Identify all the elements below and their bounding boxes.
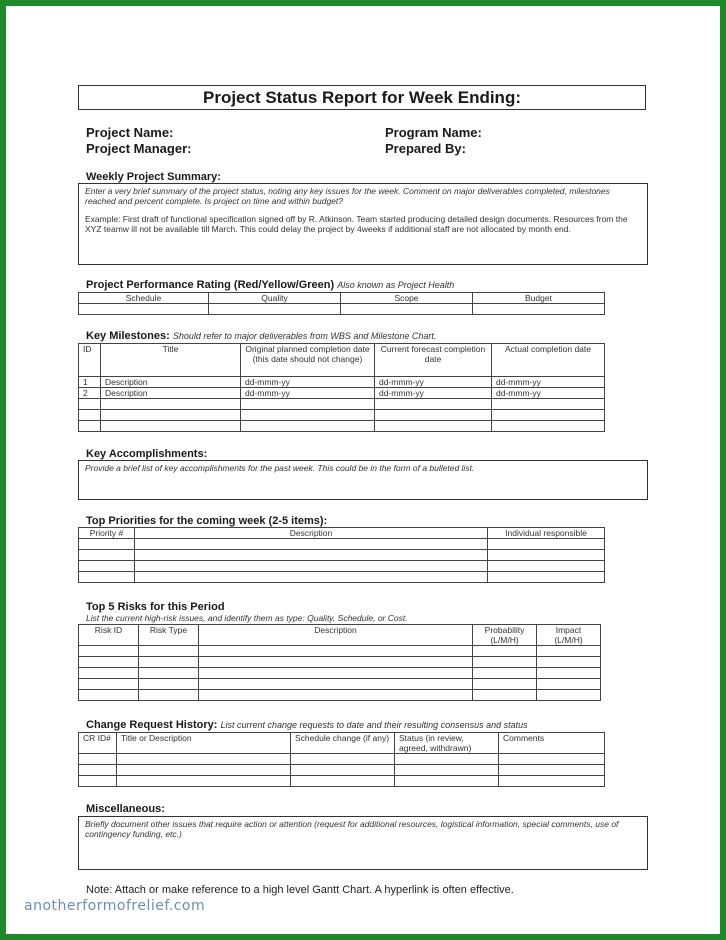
risk-cell[interactable] [473, 679, 537, 690]
priority-cell[interactable] [488, 561, 605, 572]
changes-header-cell: CR ID# [79, 733, 117, 754]
program-name-label: Program Name: [385, 125, 482, 140]
misc-box[interactable] [78, 816, 648, 870]
table-row [79, 421, 605, 432]
milestones-header-cell: Current forecast completion date [375, 344, 492, 377]
table-row [79, 679, 601, 690]
performance-header-row [79, 293, 605, 304]
performance-cell[interactable] [79, 304, 209, 315]
table-row [79, 572, 605, 583]
change-cell[interactable] [79, 754, 117, 765]
change-cell[interactable] [395, 754, 499, 765]
change-cell[interactable] [499, 776, 605, 787]
performance-heading [86, 279, 454, 291]
risk-cell[interactable] [139, 668, 199, 679]
performance-cell[interactable] [209, 304, 341, 315]
change-cell[interactable] [79, 776, 117, 787]
changes-header-cell: Title or Description [117, 733, 291, 754]
priority-cell[interactable] [79, 561, 135, 572]
changes-note: List current change requests to date and their resulting consensus and status [220, 720, 528, 730]
table-row [79, 668, 601, 679]
milestone-cell[interactable] [79, 399, 101, 410]
risks-header-cell: Impact (L/M/H) [537, 625, 601, 646]
risk-cell[interactable] [139, 646, 199, 657]
summary-box [78, 183, 648, 265]
milestone-cell[interactable]: dd-mmm-yy [492, 388, 605, 399]
milestone-cell[interactable] [79, 410, 101, 421]
priority-cell[interactable] [488, 572, 605, 583]
risk-cell[interactable] [473, 690, 537, 701]
change-cell[interactable] [117, 754, 291, 765]
table-row [79, 754, 605, 765]
table-row [79, 550, 605, 561]
risks-table [78, 624, 601, 701]
risk-cell[interactable] [199, 668, 473, 679]
milestone-cell[interactable] [492, 421, 605, 432]
milestones-header-cell: ID [79, 344, 101, 377]
milestone-cell[interactable] [101, 421, 241, 432]
change-cell[interactable] [499, 765, 605, 776]
risks-header-cell: Risk ID [79, 625, 139, 646]
accomplishments-heading: Key Accomplishments: [86, 448, 208, 460]
change-cell[interactable] [117, 776, 291, 787]
risk-cell[interactable] [537, 679, 601, 690]
milestone-cell[interactable] [101, 399, 241, 410]
priority-cell[interactable] [135, 561, 488, 572]
summary-heading: Weekly Project Summary: [86, 171, 221, 183]
milestone-cell[interactable] [492, 399, 605, 410]
change-cell[interactable] [395, 765, 499, 776]
risk-cell[interactable] [79, 646, 139, 657]
priorities-table [78, 527, 605, 583]
priorities-header-cell: Description [135, 528, 488, 539]
milestone-cell[interactable] [241, 421, 375, 432]
changes-table [78, 732, 605, 787]
risks-header-cell: Risk Type [139, 625, 199, 646]
milestone-cell[interactable]: Description [101, 377, 241, 388]
misc-heading: Miscellaneous: [86, 803, 165, 815]
milestone-cell[interactable]: dd-mmm-yy [492, 377, 605, 388]
performance-header-cell: Budget [473, 293, 605, 304]
project-name-label: Project Name: [86, 125, 174, 140]
performance-heading-text: Project Performance Rating (Red/Yellow/Green) [86, 279, 335, 291]
changes-heading-text: Change Request History: [86, 719, 218, 731]
priorities-heading: Top Priorities for the coming week (2-5 items): [86, 515, 328, 527]
changes-header-row [79, 733, 605, 754]
milestone-cell[interactable]: dd-mmm-yy [375, 377, 492, 388]
milestones-header-cell: Original planned completion date (this date should not change) [241, 344, 375, 377]
milestone-cell[interactable] [375, 410, 492, 421]
milestone-cell[interactable] [492, 410, 605, 421]
milestone-cell[interactable]: Description [101, 388, 241, 399]
table-row [79, 410, 605, 421]
milestone-cell[interactable]: dd-mmm-yy [241, 388, 375, 399]
priority-cell[interactable] [135, 550, 488, 561]
risk-cell[interactable] [199, 690, 473, 701]
table-row [79, 561, 605, 572]
summary-instruction: Enter a very brief summary of the project status, noting any key issues for the week. Comment on major deliverables completed, milestones reached and percent complete. Is project on time and within budget? [85, 186, 610, 206]
summary-example: Example: First draft of functional specification signed off by R. Atkinson. Team started producing detailed design documents. Resources from the XYZ teamw ill not be available till March. This could delay the project by 4weeks if additional staff are not allocated by month end. [85, 214, 628, 234]
performance-cell[interactable] [341, 304, 473, 315]
changes-heading [86, 719, 528, 731]
risks-header-row [79, 625, 601, 646]
milestone-cell[interactable]: dd-mmm-yy [375, 388, 492, 399]
milestone-cell[interactable]: 2 [79, 388, 101, 399]
risks-header-cell: Description [199, 625, 473, 646]
milestones-heading-text: Key Milestones: [86, 330, 170, 342]
table-row [79, 388, 605, 399]
risks-header-cell: Probability (L/M/H) [473, 625, 537, 646]
risks-instruction: List the current high-risk issues, and identify them as type: Quality, Schedule, or Cost. [86, 613, 408, 623]
table-row [79, 539, 605, 550]
priorities-header-row [79, 528, 605, 539]
risk-cell[interactable] [537, 690, 601, 701]
prepared-by-label: Prepared By: [385, 141, 466, 156]
risk-cell[interactable] [79, 679, 139, 690]
risk-cell[interactable] [473, 668, 537, 679]
performance-header-cell: Schedule [79, 293, 209, 304]
change-cell[interactable] [291, 776, 395, 787]
misc-instruction: Briefly document other issues that require action or attention (request for additional resources, logistical information, special comments, use of contingency funding, etc.) [85, 819, 619, 839]
performance-cell[interactable] [473, 304, 605, 315]
performance-header-cell: Quality [209, 293, 341, 304]
changes-header-cell: Comments [499, 733, 605, 754]
risk-cell[interactable] [473, 657, 537, 668]
footer-note: Note: Attach or make reference to a high level Gantt Chart. A hyperlink is often effective. [86, 884, 514, 896]
priority-cell[interactable] [79, 572, 135, 583]
performance-table [78, 292, 605, 315]
milestones-note: Should refer to major deliverables from WBS and Milestone Chart. [172, 331, 437, 341]
table-row [79, 646, 601, 657]
milestone-cell[interactable] [241, 410, 375, 421]
milestone-cell[interactable]: dd-mmm-yy [241, 377, 375, 388]
table-row [79, 377, 605, 388]
priority-cell[interactable] [79, 539, 135, 550]
performance-header-cell: Scope [341, 293, 473, 304]
priority-cell[interactable] [135, 539, 488, 550]
accomplishments-box[interactable] [78, 460, 648, 500]
risk-cell[interactable] [537, 657, 601, 668]
priorities-header-cell: Individual responsible [488, 528, 605, 539]
changes-header-cell: Schedule change (if any) [291, 733, 395, 754]
risk-cell[interactable] [79, 657, 139, 668]
accomplishments-instruction: Provide a brief list of key accomplishments for the past week. This could be in the form of a bulleted list. [85, 463, 475, 473]
priority-cell[interactable] [79, 550, 135, 561]
risk-cell[interactable] [537, 668, 601, 679]
milestone-cell[interactable]: 1 [79, 377, 101, 388]
table-row [79, 304, 605, 315]
project-manager-label: Project Manager: [86, 141, 192, 156]
table-row [79, 776, 605, 787]
priorities-header-cell: Priority # [79, 528, 135, 539]
milestones-heading [86, 330, 436, 342]
table-row [79, 657, 601, 668]
priority-cell[interactable] [135, 572, 488, 583]
risk-cell[interactable] [199, 646, 473, 657]
milestone-cell[interactable] [101, 410, 241, 421]
milestone-cell[interactable] [241, 399, 375, 410]
risk-cell[interactable] [473, 646, 537, 657]
table-row [79, 765, 605, 776]
risk-cell[interactable] [139, 679, 199, 690]
change-cell[interactable] [117, 765, 291, 776]
change-cell[interactable] [79, 765, 117, 776]
risk-cell[interactable] [79, 690, 139, 701]
milestone-cell[interactable] [79, 421, 101, 432]
risk-cell[interactable] [139, 657, 199, 668]
table-row [79, 399, 605, 410]
change-cell[interactable] [291, 765, 395, 776]
risk-cell[interactable] [79, 668, 139, 679]
watermark: anotherformofrelief.com [24, 898, 206, 914]
milestones-table [78, 343, 605, 432]
performance-note: Also known as Project Health [337, 280, 455, 290]
change-cell[interactable] [291, 754, 395, 765]
risk-cell[interactable] [537, 646, 601, 657]
milestones-header-cell: Actual completion date [492, 344, 605, 377]
milestones-header-row [79, 344, 605, 377]
risk-cell[interactable] [199, 679, 473, 690]
priority-cell[interactable] [488, 539, 605, 550]
milestone-cell[interactable] [375, 421, 492, 432]
changes-header-cell: Status (in review, agreed, withdrawn) [395, 733, 499, 754]
risks-heading: Top 5 Risks for this Period [86, 601, 225, 613]
change-cell[interactable] [499, 754, 605, 765]
change-cell[interactable] [395, 776, 499, 787]
report-title: Project Status Report for Week Ending: [78, 85, 646, 110]
table-row [79, 690, 601, 701]
milestone-cell[interactable] [375, 399, 492, 410]
milestones-header-cell: Title [101, 344, 241, 377]
priority-cell[interactable] [488, 550, 605, 561]
risk-cell[interactable] [199, 657, 473, 668]
risk-cell[interactable] [139, 690, 199, 701]
